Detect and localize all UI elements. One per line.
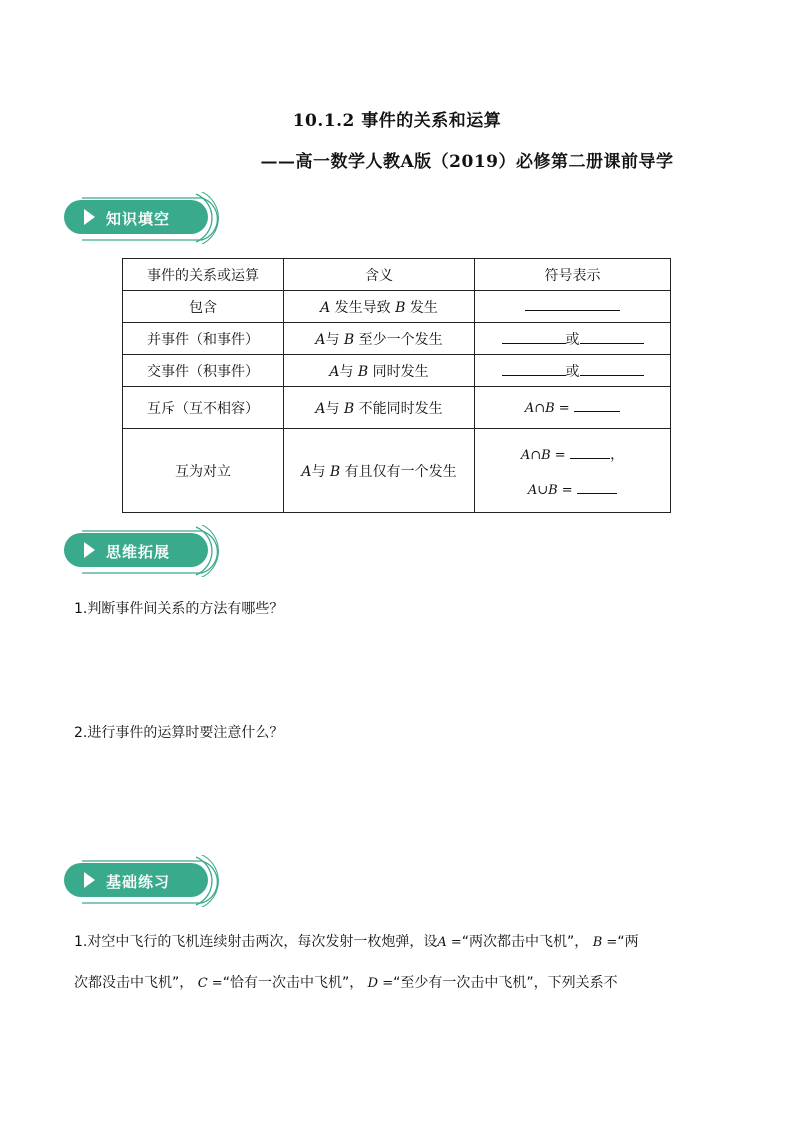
play-icon [84, 542, 95, 558]
symbol-cell: A∩B = [475, 387, 671, 429]
symbol-line: A∪B = [475, 482, 670, 498]
symbol-cell: 或 [475, 323, 671, 355]
question-line: 1.对空中飞行的飞机连续射击两次，每次发射一枚炮弹，设A =“两次都击中飞机”， B =“两 [74, 934, 639, 950]
section-badge-thinking [62, 525, 222, 577]
page-title: 10.1.2 事件的关系和运算 [292, 111, 502, 131]
thinking-question-2: 2.进行事件的运算时要注意什么？ [74, 725, 284, 741]
page-subtitle: ——高一数学人教A版（2019）必修第二册课前导学 [260, 152, 674, 172]
table-row [123, 291, 671, 323]
relation-cell: 互为对立 [123, 429, 284, 513]
section-badge-knowledge [62, 192, 222, 244]
fill-blank[interactable] [574, 410, 620, 412]
thinking-question-1: 1.判断事件间关系的方法有哪些？ [74, 601, 284, 617]
play-icon [84, 209, 95, 225]
fill-blank[interactable] [570, 457, 610, 459]
relation-cell: 并事件（和事件） [123, 323, 284, 355]
symbol-cell [475, 429, 671, 513]
practice-question-1 [74, 922, 734, 1004]
play-icon [84, 872, 95, 888]
knowledge-table [122, 258, 671, 513]
meaning-cell: A与 B 有且仅有一个发生 [284, 429, 475, 513]
table-row [123, 355, 671, 387]
table-row [123, 429, 671, 513]
symbol-line: A∩B = ， [520, 446, 625, 463]
table-row [123, 323, 671, 355]
meaning-cell: A与 B 至少一个发生 [284, 323, 475, 355]
table-header: 事件的关系或运算 [123, 259, 284, 291]
section-badge-practice [62, 855, 222, 907]
fill-blank[interactable] [577, 492, 617, 494]
fill-blank[interactable] [525, 309, 620, 311]
table-header-row [123, 259, 671, 291]
section-label: 思维拓展 [106, 543, 171, 561]
relation-cell: 互斥（互不相容） [123, 387, 284, 429]
section-label: 知识填空 [106, 210, 171, 228]
table-header: 含义 [284, 259, 475, 291]
symbol-cell: 或 [475, 355, 671, 387]
symbol-cell [475, 291, 671, 323]
fill-blank[interactable] [580, 374, 644, 376]
section-label: 基础练习 [106, 873, 171, 891]
table-header: 符号表示 [475, 259, 671, 291]
fill-blank[interactable] [580, 342, 644, 344]
fill-blank[interactable] [502, 374, 566, 376]
fill-blank[interactable] [502, 342, 566, 344]
table-row [123, 387, 671, 429]
relation-cell: 包含 [123, 291, 284, 323]
relation-cell: 交事件（积事件） [123, 355, 284, 387]
question-line: 次都没击中飞机”， C =“恰有一次击中飞机”， D =“至少有一次击中飞机”，下列关系不 [74, 975, 618, 991]
meaning-cell: A 发生导致 B 发生 [284, 291, 475, 323]
meaning-cell: A与 B 不能同时发生 [284, 387, 475, 429]
meaning-cell: A与 B 同时发生 [284, 355, 475, 387]
